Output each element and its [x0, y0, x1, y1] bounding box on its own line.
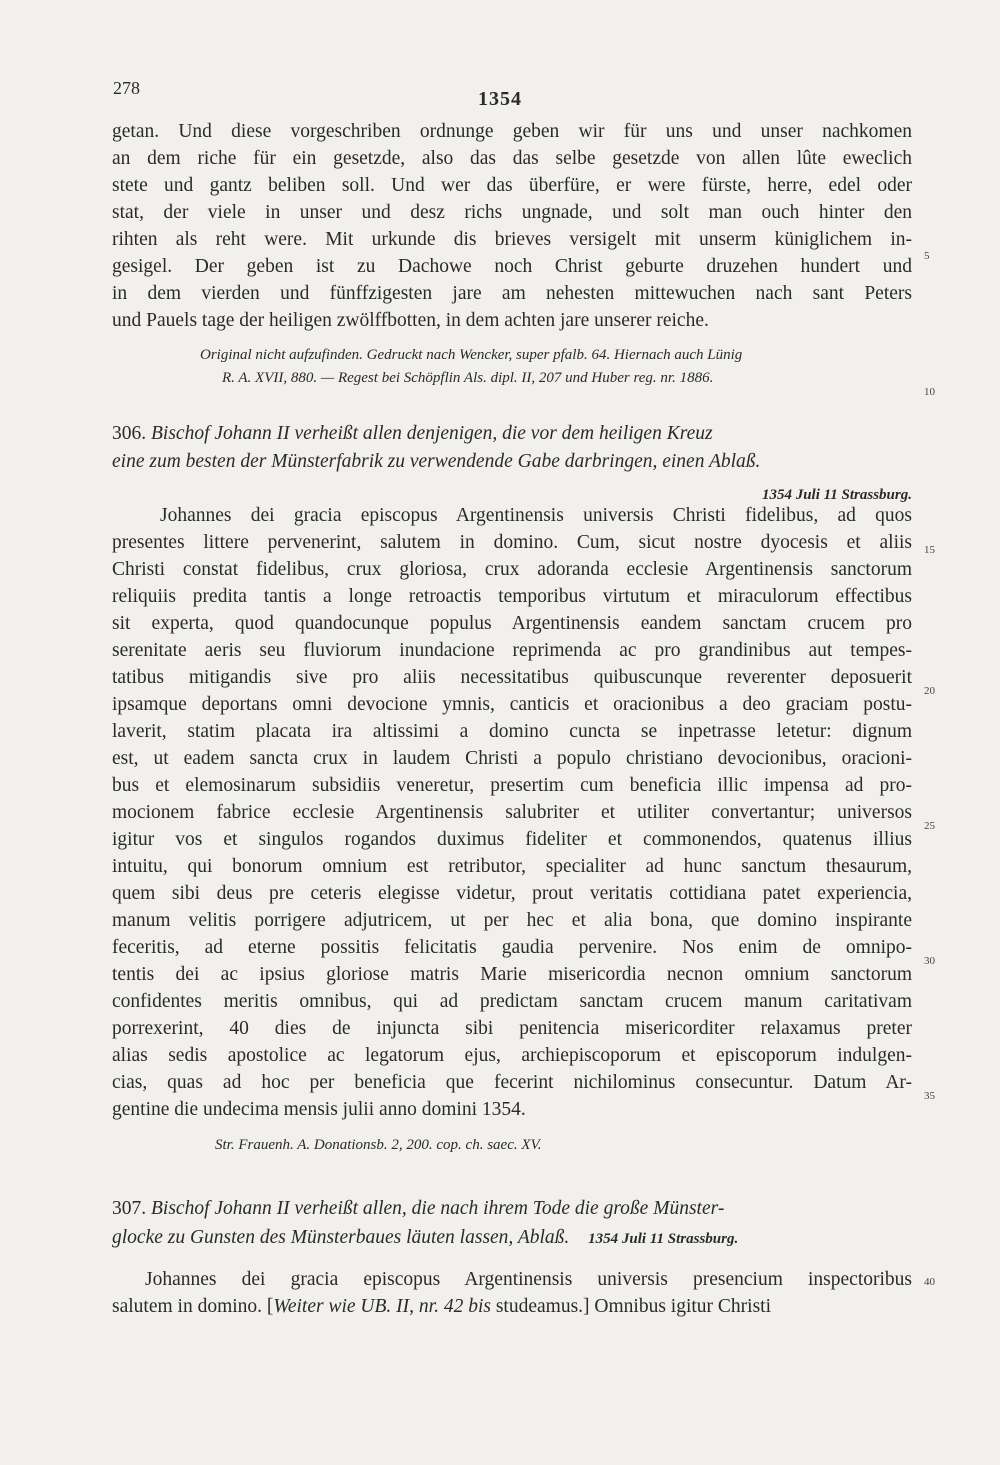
text-line: mocionem fabrice ecclesie Argentinensis salubriter et utiliter convertantur; universos: [112, 802, 912, 823]
margin-line-number: 15: [924, 544, 935, 556]
document-date: 1354 Juli 11 Strassburg.: [588, 1231, 739, 1247]
document-number: 306.: [112, 423, 147, 444]
text-line: Johannes dei gracia episcopus Argentinensis universis Christi fidelibus, ad quos: [160, 505, 912, 526]
document-date: 1354 Juli 11 Strassburg.: [761, 487, 912, 503]
text-line: serenitate aeris seu fluviorum inundacione reprimenda ac pro grandinibus aut tempes-: [112, 640, 912, 661]
text-line: Johannes dei gracia episcopus Argentinensis universis presencium inspectoribus: [145, 1269, 912, 1290]
text-line: alias sedis apostolice ac legatorum ejus, archiepiscoporum et episcoporum indulgen-: [112, 1045, 912, 1066]
text-line: cias, quas ad hoc per beneficia que fecerint nichilominus consecuntur. Datum Ar-: [112, 1072, 912, 1093]
margin-line-number: 10: [924, 386, 935, 398]
text-line: Christi constat fidelibus, crux gloriosa, crux adoranda ecclesie Argentinensis sanctorum: [112, 559, 912, 580]
document-title: [112, 422, 912, 446]
document-number: 307.: [112, 1198, 147, 1219]
text-line: stete und gantz beliben soll. Und wer das überfüre, er were fürste, herre, edel oder: [112, 175, 912, 196]
page-number: 278: [113, 78, 140, 98]
text-line: confidentes meritis omnibus, qui ad predictam sanctam crucem manum caritativam: [112, 991, 912, 1012]
text-line: intuitu, qui bonorum omnium est retributor, specialiter ad hunc sanctum thesaurum,: [112, 856, 912, 877]
text-line: igitur vos et singulos rogandos duximus fideliter et commonendos, quatenus illius: [112, 829, 912, 850]
text-line: in dem vierden und fünffzigesten jare am nehesten mittewuchen nach sant Peters: [112, 283, 912, 304]
text-line: sit experta, quod quandocunque populus Argentinensis eandem sanctam crucem pro: [112, 613, 912, 634]
document-title-continued: glocke zu Gunsten des Münsterbaues läuten lassen, Ablaß. 1354 Juli 11 Strassburg.: [112, 1227, 739, 1248]
source-note: Str. Frauenh. A. Donationsb. 2, 200. cop. ch. saec. XV.: [215, 1137, 542, 1153]
text-line: gesigel. Der geben ist zu Dachowe noch Christ geburte druzehen hundert und: [112, 256, 912, 277]
text-line: rihten als reht were. Mit urkunde dis brieves versigelt mit unserm küniglichem in-: [112, 229, 912, 250]
margin-line-number: 35: [924, 1090, 935, 1102]
margin-line-number: 40: [924, 1276, 935, 1288]
text-line: est, ut eadem sancta crux in laudem Christi a populo christiano devocionibus, oracioni-: [112, 748, 912, 769]
text-line: porrexerint, 40 dies de injuncta sibi penitencia misericorditer relaxamus preter: [112, 1018, 912, 1039]
text-line: und Pauels tage der heiligen zwölffbotten, in dem achten jare unserer reiche.: [112, 310, 709, 331]
title-text: Bischof Johann II verheißt allen, die nach ihrem Tode die große Münster-: [151, 1198, 725, 1219]
margin-line-number: 25: [924, 820, 935, 832]
margin-line-number: 30: [924, 955, 935, 967]
text-line: bus et elemosinarum subsidiis veneretur, presertim cum beneficia illic impensa ad pro-: [112, 775, 912, 796]
text-line: presentes littere pervenerint, salutem in domino. Cum, sicut nostre dyocesis et aliis: [112, 532, 912, 553]
margin-line-number: 20: [924, 685, 935, 697]
text-line: tentis dei ac ipsius gloriose matris Marie misericordia necnon omnium sanctorum: [112, 964, 912, 985]
text-line: quem sibi deus pre ceteris elegisse videtur, prout veritatis cottidiana patet experiencia,: [112, 883, 912, 904]
text-line: laverit, statim placata ira altissimi a domino cuncta se inpetrasse letetur: dignum: [112, 721, 912, 742]
document-title: [112, 1197, 912, 1221]
text-line: an dem riche für ein gesetzde, also das das selbe gesetzde von allen lûte eweclich: [112, 148, 912, 169]
text-line: reliquiis predita tantis a longe retroactis temporibus virtutum et miraculorum effectibus: [112, 586, 912, 607]
source-note: Original nicht aufzufinden. Gedruckt nach Wencker, super pfalb. 64. Hiernach auch Lünig: [200, 347, 743, 363]
text-line: getan. Und diese vorgeschriben ordnunge geben wir für uns und unser nachkomen: [112, 121, 912, 142]
text-line: manum velitis porrigere adjutricem, ut per hec et alia bona, que domino inspirante: [112, 910, 912, 931]
text-line: gentine die undecima mensis julii anno domini 1354.: [112, 1099, 526, 1120]
running-year: 1354: [478, 88, 522, 110]
margin-line-number: 5: [924, 250, 930, 262]
text-line: ipsamque deportans omni devocione ymnis, canticis et oracionibus a deo graciam postu-: [112, 694, 912, 715]
document-title-continued: eine zum besten der Münsterfabrik zu verwendende Gabe darbringen, einen Ablaß.: [112, 451, 761, 472]
title-text: Bischof Johann II verheißt allen denjenigen, die vor dem heiligen Kreuz: [151, 423, 713, 444]
source-note: R. A. XVII, 880. — Regest bei Schöpflin Als. dipl. II, 207 und Huber reg. nr. 1886.: [222, 370, 714, 386]
text-line: tatibus mitigandis sive pro aliis necessitatibus quibuscunque reverenter deposuerit: [112, 667, 912, 688]
text-line: feceritis, ad eterne possitis felicitatis gaudia pervenire. Nos enim de omnipo-: [112, 937, 912, 958]
text-line: stat, der viele in unser und desz richs ungnade, und solt man ouch hinter den: [112, 202, 912, 223]
text-line: salutem in domino. [Weiter wie UB. II, nr. 42 bis studeamus.] Omnibus igitur Christi: [112, 1296, 772, 1317]
